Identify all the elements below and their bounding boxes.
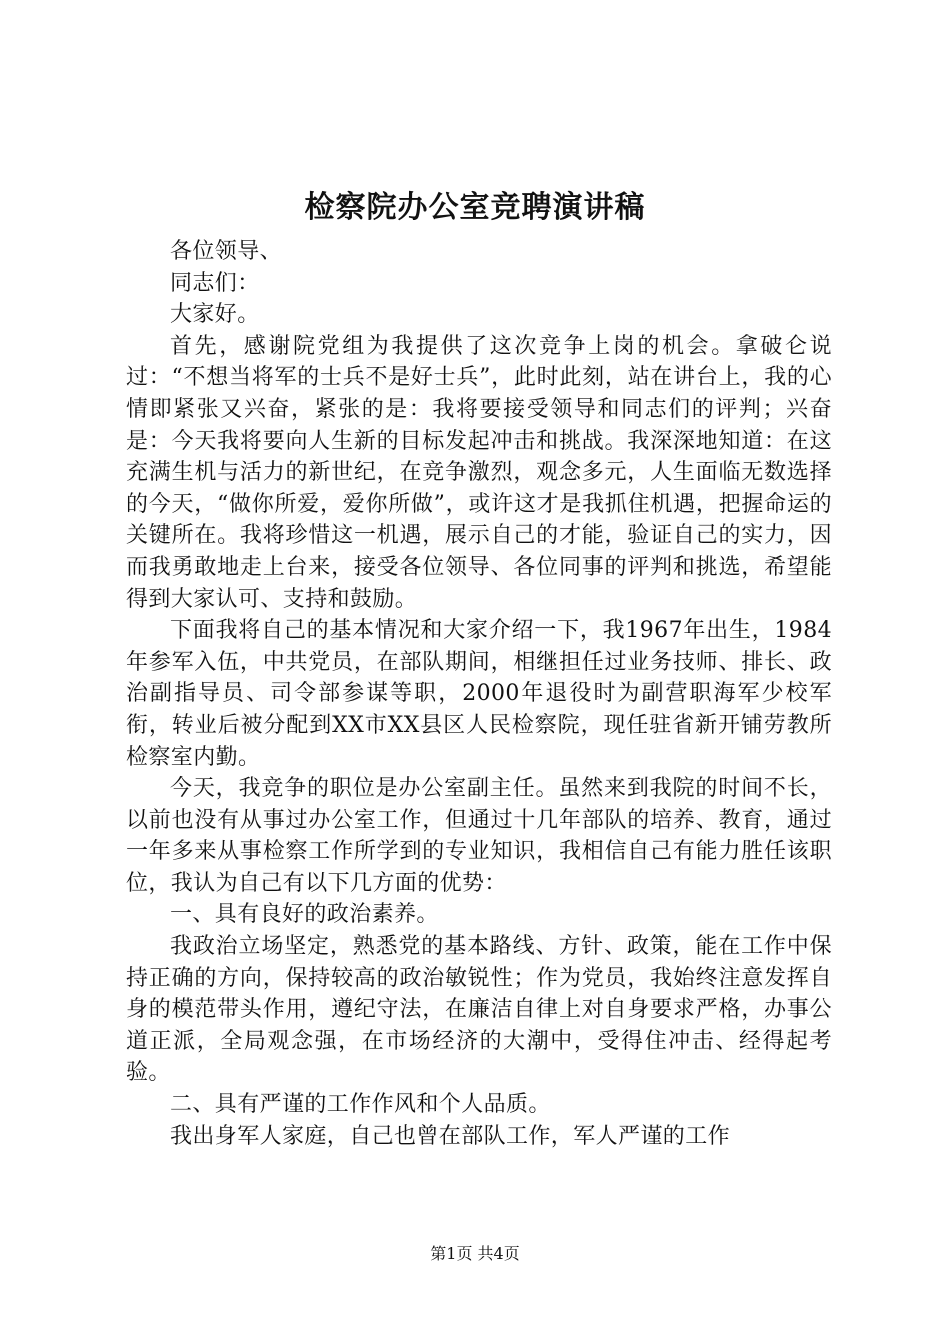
body-paragraph: 我政治立场坚定，熟悉党的基本路线、方针、政策，能在工作中保持正确的方向，保持较高的政治敏锐性；作为党员，我始终注意发挥自身的模范带头作用，遵纪守法，在廉洁自律上对自身要求严格，办事公道正派，全局观念强，在市场经济的大潮中，受得住冲击、经得起考验。 <box>126 934 832 1086</box>
page-number-footer: 第1页 共4页 <box>430 1244 520 1263</box>
section-heading: 二、具有严谨的工作作风和个人品质。 <box>170 1092 551 1118</box>
salutation-line: 各位领导、 <box>170 239 283 264</box>
document-body <box>126 236 832 1152</box>
section-heading: 一、具有良好的政治素养。 <box>170 902 439 928</box>
greeting-line: 大家好。 <box>170 302 260 328</box>
body-paragraph: 首先，感谢院党组为我提供了这次竞争上岗的机会。拿破仑说过：“不想当将军的士兵不是好士兵”，此时此刻，站在讲台上，我的心情即紧张又兴奋，紧张的是：我将要接受领导和同志们的评判；兴奋是：今天我将要向人生新的目标发起冲击和挑战。我深深地知道：在这充满生机与活力的新世纪，在竞争激烈，观念多元，人生面临无数选择的今天，“做你所爱，爱你所做”，或许这才是我抓住机遇，把握命运的关键所在。我将珍惜这一机遇，展示自己的才能，验证自己的实力，因而我勇敢地走上台来，接受各位领导、各位同事的评判和挑选，希望能得到大家认可、支持和鼓励。 <box>126 333 832 612</box>
body-paragraph: 今天，我竞争的职位是办公室副主任。虽然来到我院的时间不长，以前也没有从事过办公室工作，但通过十几年部队的培养、教育，通过一年多来从事检察工作所学到的专业知识，我相信自己有能力胜任该职位，我认为自己有以下几方面的优势： <box>126 776 832 896</box>
body-paragraph: 我出身军人家庭，自己也曾在部队工作，军人严谨的工作 <box>170 1123 731 1149</box>
document-title: 检察院办公室竞聘演讲稿 <box>304 190 646 225</box>
body-paragraph: 下面我将自己的基本情况和大家介绍一下，我1967年出生，1984年参军入伍，中共党员，在部队期间，相继担任过业务技师、排长、政治副指导员、司令部参谋等职，2000年退役时为副营职海军少校军衔，转业后被分配到XX市XX县区人民检察院，现任驻省新开铺劳教所检察室内勤。 <box>126 618 832 770</box>
salutation-line: 同志们： <box>170 270 260 296</box>
